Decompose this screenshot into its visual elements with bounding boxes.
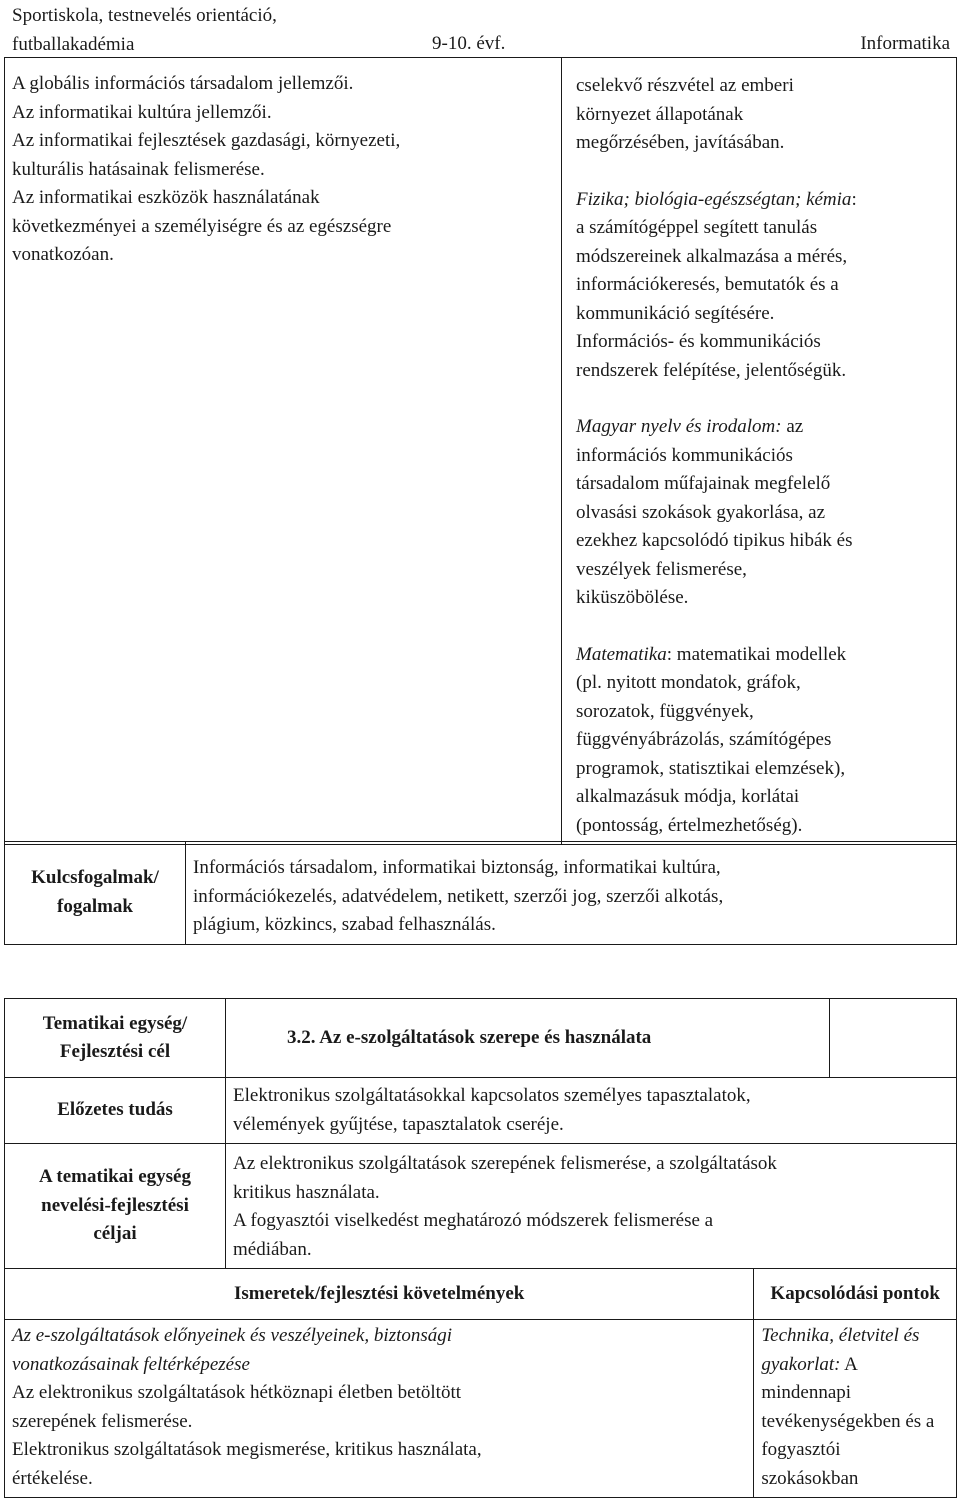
- connection-subject-line: [761, 1351, 949, 1380]
- conn-subject-line: [576, 641, 949, 670]
- conn-line: alkalmazásuk módja, korlátai: [576, 786, 800, 807]
- key-concepts-label-line: fogalmak: [57, 895, 133, 917]
- left-line: Az informatikai eszközök használatának: [12, 187, 320, 208]
- goals-label-line: nevelési-fejlesztési: [41, 1194, 189, 1216]
- unit-row: [5, 999, 957, 1078]
- requirement-line: értékelése.: [12, 1467, 93, 1489]
- requirement-line: Az elektronikus szolgáltatások hétköznapi életben betöltött: [12, 1382, 462, 1403]
- conn-suffix: :: [851, 188, 857, 210]
- goals-row: [5, 1144, 957, 1269]
- conn-line: programok, statisztikai elemzések),: [576, 757, 846, 779]
- prior-line: Elektronikus szolgáltatásokkal kapcsolatos személyes tapasztalatok,: [233, 1085, 751, 1106]
- connection-line: tevékenységekben és a: [761, 1410, 935, 1432]
- left-line: kulturális hatásainak felismerése.: [12, 158, 265, 180]
- conn-line: megőrzésében, javításában.: [576, 132, 785, 153]
- goals-cell: [226, 1144, 957, 1269]
- conn-line: veszélyek felismerése,: [576, 558, 747, 580]
- conn-line: sorozatok, függvények,: [576, 700, 754, 722]
- conn-suffix: : matematikai modellek: [666, 643, 847, 665]
- left-line: vonatkozóan.: [12, 244, 114, 265]
- goals-line: A fogyasztói viselkedést meghatározó módszerek felismerése a: [233, 1210, 714, 1231]
- key-concepts-line: plágium, közkincs, szabad felhasználás.: [193, 914, 496, 935]
- key-concepts-line: információkezelés, adatvédelem, netikett, szerzői jog, szerzői alkotás,: [193, 885, 724, 907]
- connection-subject-line: [761, 1322, 949, 1351]
- prior-knowledge-row: [5, 1078, 957, 1144]
- conn-line: a számítógéppel segített tanulás: [576, 217, 818, 238]
- requirement-line: Elektronikus szolgáltatások megismerése, kritikus használata,: [12, 1439, 482, 1460]
- unit-hours-cell: [830, 999, 957, 1078]
- unit-title: 3.2. Az e-szolgáltatások szerepe és használata: [287, 1026, 652, 1048]
- left-line: A globális információs társadalom jellemzői.: [12, 73, 354, 94]
- content-row: [5, 58, 957, 845]
- subject-label: Informatika: [860, 33, 950, 54]
- requirements-text: [5, 1320, 753, 1497]
- conn-line: (pontosság, értelmezhetőség).: [576, 814, 803, 836]
- conn-line: cselekvő részvétel az emberi: [576, 75, 794, 96]
- requirements-header-row: [5, 1269, 957, 1320]
- key-concepts-row: [5, 842, 957, 945]
- requirement-line: szerepének felismerése.: [12, 1410, 193, 1432]
- unit-label-line: Tematikai egység/: [42, 1012, 188, 1034]
- conn-line: ezekhez kapcsolódó tipikus hibák és: [576, 530, 853, 551]
- conn-line: társadalom műfajainak megfelelő: [576, 473, 831, 494]
- conn-subject: Matematika: [576, 643, 667, 665]
- curriculum-table-continuation: [4, 57, 957, 845]
- unit-label-line: Fejlesztési cél: [59, 1041, 171, 1062]
- conn-subject-line: [576, 413, 949, 442]
- key-concepts-text-cell: [186, 842, 957, 945]
- goals-line: médiában.: [233, 1238, 312, 1260]
- connection-points-text: [754, 1320, 956, 1497]
- conn-line: Információs- és kommunikációs: [576, 331, 821, 352]
- left-content-text: [5, 58, 561, 274]
- left-line: Az informatikai fejlesztések gazdasági, környezeti,: [12, 130, 401, 151]
- goals-label-line: céljai: [93, 1223, 137, 1245]
- connection-subject: Technika, életvitel és: [761, 1325, 920, 1346]
- conn-line: módszereinek alkalmazása a mérés,: [576, 245, 848, 267]
- connection-line: mindennapi: [761, 1382, 852, 1403]
- requirement-italic-line: [12, 1351, 746, 1380]
- conn-subject: Magyar nyelv és irodalom:: [576, 416, 782, 437]
- unit-label-cell: [5, 999, 226, 1078]
- prior-knowledge-text: [226, 1078, 956, 1143]
- connection-suffix: A: [840, 1353, 858, 1375]
- conn-line: rendszerek felépítése, jelentőségük.: [576, 359, 847, 381]
- prior-knowledge-cell: [226, 1078, 957, 1144]
- conn-line: információkeresés, bemutatók és a: [576, 274, 839, 295]
- requirement-italic: vonatkozásainak feltérképezése: [12, 1353, 250, 1375]
- conn-line: kiküszöbölése.: [576, 587, 689, 608]
- requirement-italic: Az e-szolgáltatások előnyeinek és veszélyeinek, biztonsági: [12, 1325, 453, 1346]
- prior-line: vélemények gyűjtése, tapasztalatok cseréje.: [233, 1113, 564, 1135]
- page-header: [12, 2, 950, 58]
- connection-line: fogyasztói: [761, 1439, 841, 1460]
- key-concepts-label-line: Kulcsfogalmak/: [31, 867, 159, 889]
- left-line: Az informatikai kultúra jellemzői.: [12, 101, 272, 123]
- conn-line: függvényábrázolás, számítógépes: [576, 729, 832, 750]
- requirements-cell: [5, 1320, 754, 1498]
- prior-knowledge-label: Előzetes tudás: [5, 1078, 226, 1144]
- connection-line: szokásokban: [761, 1467, 859, 1489]
- connections-text: [562, 58, 956, 844]
- conn-line: (pl. nyitott mondatok, gráfok,: [576, 672, 801, 693]
- goals-label-cell: [5, 1144, 226, 1269]
- conn-line: olvasási szokások gyakorlása, az: [576, 501, 826, 523]
- key-concepts-line: Információs társadalom, informatikai biztonság, informatikai kultúra,: [193, 857, 721, 878]
- unit-title-cell: [226, 999, 830, 1078]
- key-concepts-label-cell: [5, 842, 186, 945]
- requirements-header: Ismeretek/fejlesztési követelmények: [5, 1269, 754, 1320]
- thematic-unit-table: [4, 998, 957, 1498]
- connections-header: Kapcsolódási pontok: [754, 1269, 957, 1320]
- left-content-cell: [5, 58, 562, 845]
- requirement-italic-line: [12, 1322, 746, 1351]
- conn-line: környezet állapotának: [576, 103, 744, 125]
- conn-subject: Fizika; biológia-egészségtan; kémia: [576, 188, 852, 210]
- goals-label-line: A tematikai egység: [39, 1166, 191, 1188]
- connection-points-cell: [754, 1320, 957, 1498]
- connections-cell: [562, 58, 957, 845]
- grade-label: 9-10. évf.: [432, 33, 506, 54]
- connection-subject: gyakorlat:: [761, 1353, 841, 1375]
- school-name-line-2: futballakadémia: [12, 33, 135, 55]
- conn-line: kommunikáció segítésére.: [576, 302, 775, 324]
- key-concepts-table: [4, 841, 957, 945]
- conn-suffix: az: [781, 416, 804, 437]
- requirements-row: [5, 1320, 957, 1498]
- conn-subject-line: [576, 186, 949, 215]
- school-name: [12, 2, 277, 59]
- conn-line: információs kommunikációs: [576, 444, 793, 466]
- school-name-line-1: Sportiskola, testnevelés orientáció,: [12, 5, 277, 26]
- goals-line: Az elektronikus szolgáltatások szerepének felismerése, a szolgáltatások: [233, 1153, 777, 1174]
- key-concepts-text: [186, 842, 956, 944]
- goals-text: [226, 1144, 956, 1268]
- left-line: következményei a személyiségre és az egészségre: [12, 215, 392, 237]
- goals-line: kritikus használata.: [233, 1181, 380, 1203]
